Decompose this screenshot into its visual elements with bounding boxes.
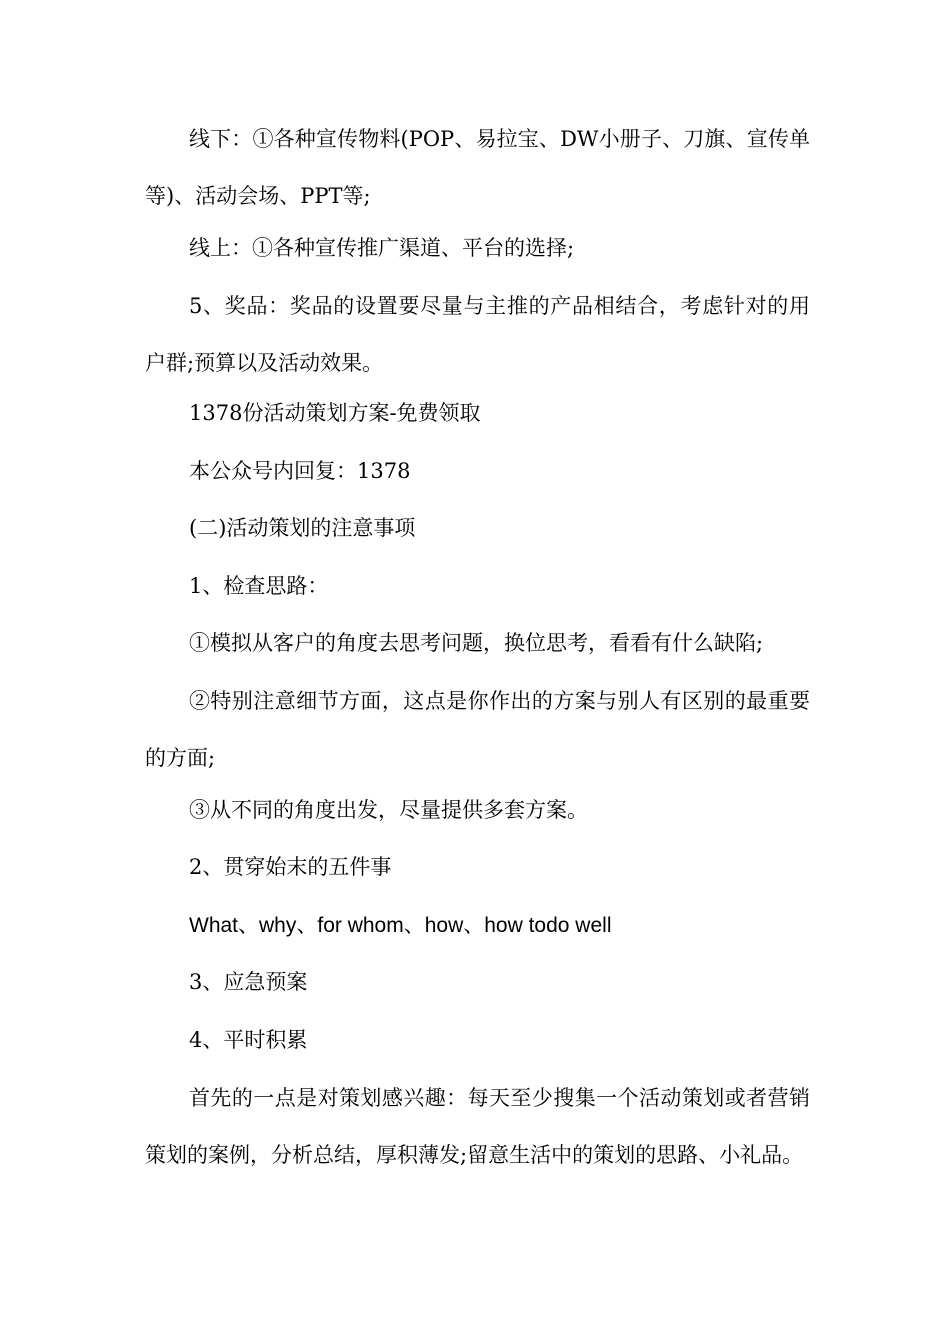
paragraph-details: ②特别注意细节方面，这点是你作出的方案与别人有区别的最重要的方面;	[145, 689, 810, 770]
section-heading-notes: (二)活动策划的注意事项	[189, 516, 416, 540]
paragraph-multiple-plans: ③从不同的角度出发，尽量提供多套方案。	[189, 798, 588, 822]
paragraph-prizes: 5、奖品：奖品的设置要尽量与主推的产品相结合，考虑针对的用户群;预算以及活动效果。	[145, 294, 810, 375]
paragraph-reply-code: 本公众号内回复：1378	[189, 459, 411, 483]
paragraph-what-why: What、why、for whom、how、how todo well	[189, 914, 612, 937]
paragraph-accumulation: 4、平时积累	[189, 1028, 308, 1052]
paragraph-online-channels: 线上：①各种宣传推广渠道、平台的选择;	[189, 236, 575, 260]
paragraph-contingency: 3、应急预案	[189, 970, 308, 994]
paragraph-customer-view: ①模拟从客户的角度去思考问题，换位思考，看看有什么缺陷;	[189, 631, 764, 655]
paragraph-free-plans: 1378份活动策划方案-免费领取	[189, 401, 481, 425]
paragraph-interest: 首先的一点是对策划感兴趣：每天至少搜集一个活动策划或者营销策划的案例，分析总结，厚积薄发;留意生活中的策划的思路、小礼品。	[145, 1086, 810, 1167]
paragraph-five-things: 2、贯穿始末的五件事	[189, 855, 392, 879]
paragraph-check-ideas: 1、检查思路：	[189, 574, 329, 598]
paragraph-offline-materials: 线下：①各种宣传物料(POP、易拉宝、DW小册子、刀旗、宣传单等)、活动会场、PPT等;	[145, 127, 810, 208]
